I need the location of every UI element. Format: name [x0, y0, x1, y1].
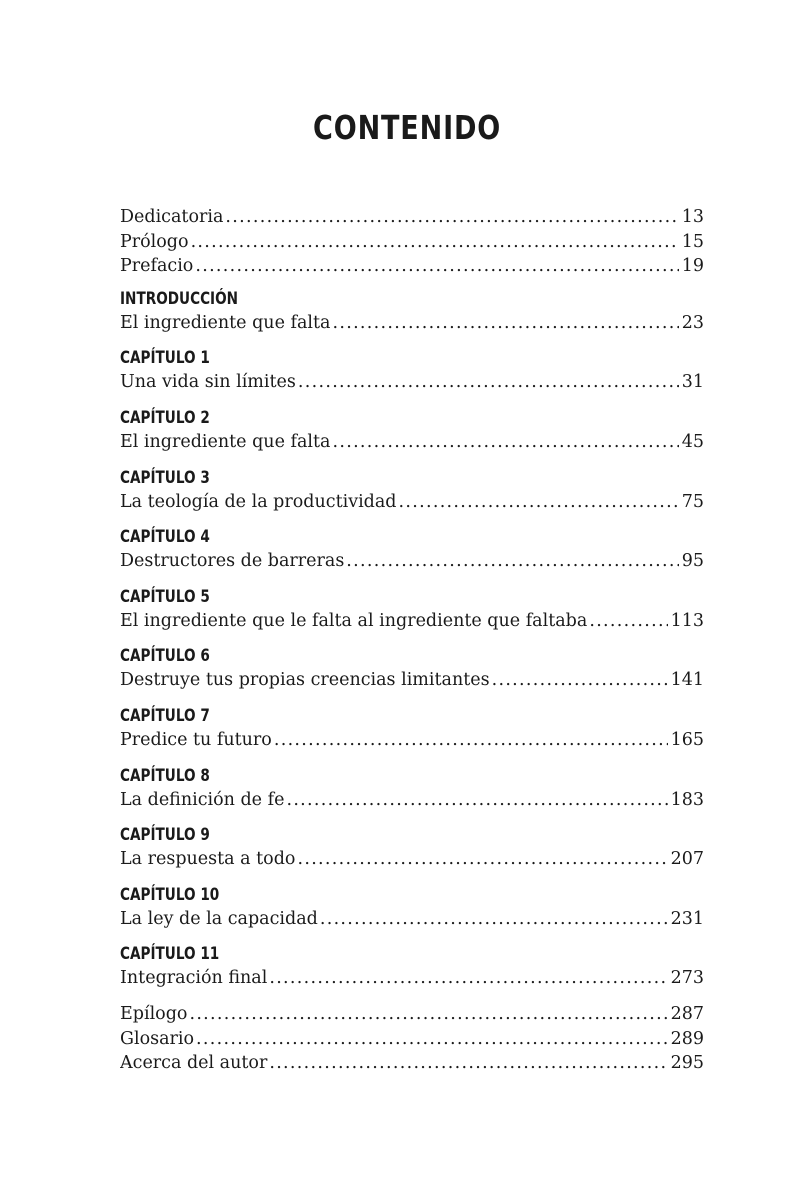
page-title: CONTENIDO [313, 108, 502, 147]
entry-title: Prólogo [120, 231, 189, 252]
dot-leader [399, 490, 679, 515]
toc-entry[interactable] [120, 609, 704, 634]
toc-entry[interactable] [120, 490, 704, 515]
entry-title: Una vida sin límites [120, 372, 296, 393]
section-heading: CAPÍTULO 11 [120, 944, 220, 965]
page-number: 45 [681, 431, 704, 452]
toc-section [120, 1002, 704, 1076]
toc-entry[interactable] [120, 549, 704, 574]
toc-entry[interactable] [120, 430, 704, 455]
entry-title: Glosario [120, 1028, 195, 1049]
toc-section [120, 644, 704, 693]
page-number: 289 [670, 1028, 704, 1049]
section-heading: CAPÍTULO 1 [120, 348, 210, 369]
dot-leader [346, 549, 678, 574]
toc-entry[interactable] [120, 728, 704, 753]
toc-section [120, 205, 704, 279]
toc-section [120, 942, 704, 991]
dot-leader [298, 370, 679, 395]
dot-leader [297, 847, 667, 872]
dot-leader [225, 205, 678, 230]
entry-title: El ingrediente que falta [120, 431, 331, 452]
toc-section [120, 704, 704, 753]
entry-title: El ingrediente que le falta al ingrediente que faltaba [120, 610, 588, 631]
section-heading: CAPÍTULO 3 [120, 467, 210, 488]
page-number: 15 [681, 231, 704, 252]
toc-section [120, 823, 704, 872]
entry-title: El ingrediente que falta [120, 312, 331, 333]
toc-section [120, 406, 704, 455]
toc-entry[interactable] [120, 788, 704, 813]
entry-title: Epílogo [120, 1003, 188, 1024]
toc-section [120, 466, 704, 515]
toc-entry[interactable] [120, 254, 704, 279]
toc-entry[interactable] [120, 1051, 704, 1076]
toc-entry[interactable] [120, 966, 704, 991]
page-number: 207 [670, 849, 704, 870]
page-number: 165 [670, 729, 704, 750]
page-number: 75 [681, 491, 704, 512]
section-heading: CAPÍTULO 4 [120, 527, 210, 548]
page-number: 31 [681, 372, 704, 393]
toc-section [120, 525, 704, 574]
section-heading: CAPÍTULO 7 [120, 705, 210, 726]
page-number: 287 [670, 1003, 704, 1024]
section-heading: CAPÍTULO 8 [120, 765, 210, 786]
dot-leader [269, 1051, 667, 1076]
toc-section [120, 883, 704, 932]
dot-leader [274, 728, 668, 753]
entry-title: Prefacio [120, 256, 194, 277]
toc-entry[interactable] [120, 205, 704, 230]
entry-title: La definición de fe [120, 789, 285, 810]
page-number: 23 [681, 312, 704, 333]
page-number: 231 [670, 908, 704, 929]
page-number: 13 [681, 207, 704, 227]
dot-leader [332, 430, 678, 455]
entry-title: La respuesta a todo [120, 849, 296, 870]
table-of-contents [120, 205, 704, 1087]
entry-title: Acerca del autor [120, 1053, 268, 1074]
entry-title: Destructores de barreras [120, 551, 345, 572]
toc-entry[interactable] [120, 230, 704, 255]
dot-leader [332, 311, 678, 336]
entry-title: La ley de la capacidad [120, 908, 318, 929]
dot-leader [286, 788, 667, 813]
dot-leader [196, 1027, 668, 1052]
toc-entry[interactable] [120, 847, 704, 872]
entry-title: Destruye tus propias creencias limitantes [120, 670, 490, 691]
page-number: 141 [670, 670, 704, 691]
page-number: 113 [670, 610, 704, 631]
dot-leader [189, 1002, 667, 1027]
page-number: 95 [681, 551, 704, 572]
dot-leader [320, 907, 668, 932]
toc-section [120, 585, 704, 634]
toc-section [120, 764, 704, 813]
section-heading: CAPÍTULO 5 [120, 586, 210, 607]
toc-entry[interactable] [120, 1027, 704, 1052]
section-heading: CAPÍTULO 9 [120, 825, 210, 846]
entry-title: Predice tu futuro [120, 729, 272, 750]
entry-title: Dedicatoria [120, 207, 224, 227]
toc-entry[interactable] [120, 370, 704, 395]
dot-leader [269, 966, 667, 991]
section-heading: CAPÍTULO 2 [120, 407, 210, 428]
section-heading: INTRODUCCIÓN [120, 288, 239, 309]
toc-entry[interactable] [120, 1002, 704, 1027]
toc-section [120, 346, 704, 395]
dot-leader [195, 254, 678, 279]
page-number: 295 [670, 1053, 704, 1074]
section-heading: CAPÍTULO 10 [120, 884, 220, 905]
page-number: 183 [670, 789, 704, 810]
page-number: 19 [681, 256, 704, 277]
toc-entry[interactable] [120, 907, 704, 932]
entry-title: Integración final [120, 968, 268, 989]
page-number: 273 [670, 968, 704, 989]
toc-section [120, 287, 704, 336]
dot-leader [492, 668, 668, 693]
section-heading: CAPÍTULO 6 [120, 646, 210, 667]
dot-leader [589, 609, 667, 634]
toc-entry[interactable] [120, 311, 704, 336]
toc-entry[interactable] [120, 668, 704, 693]
dot-leader [191, 230, 679, 255]
entry-title: La teología de la productividad [120, 491, 397, 512]
